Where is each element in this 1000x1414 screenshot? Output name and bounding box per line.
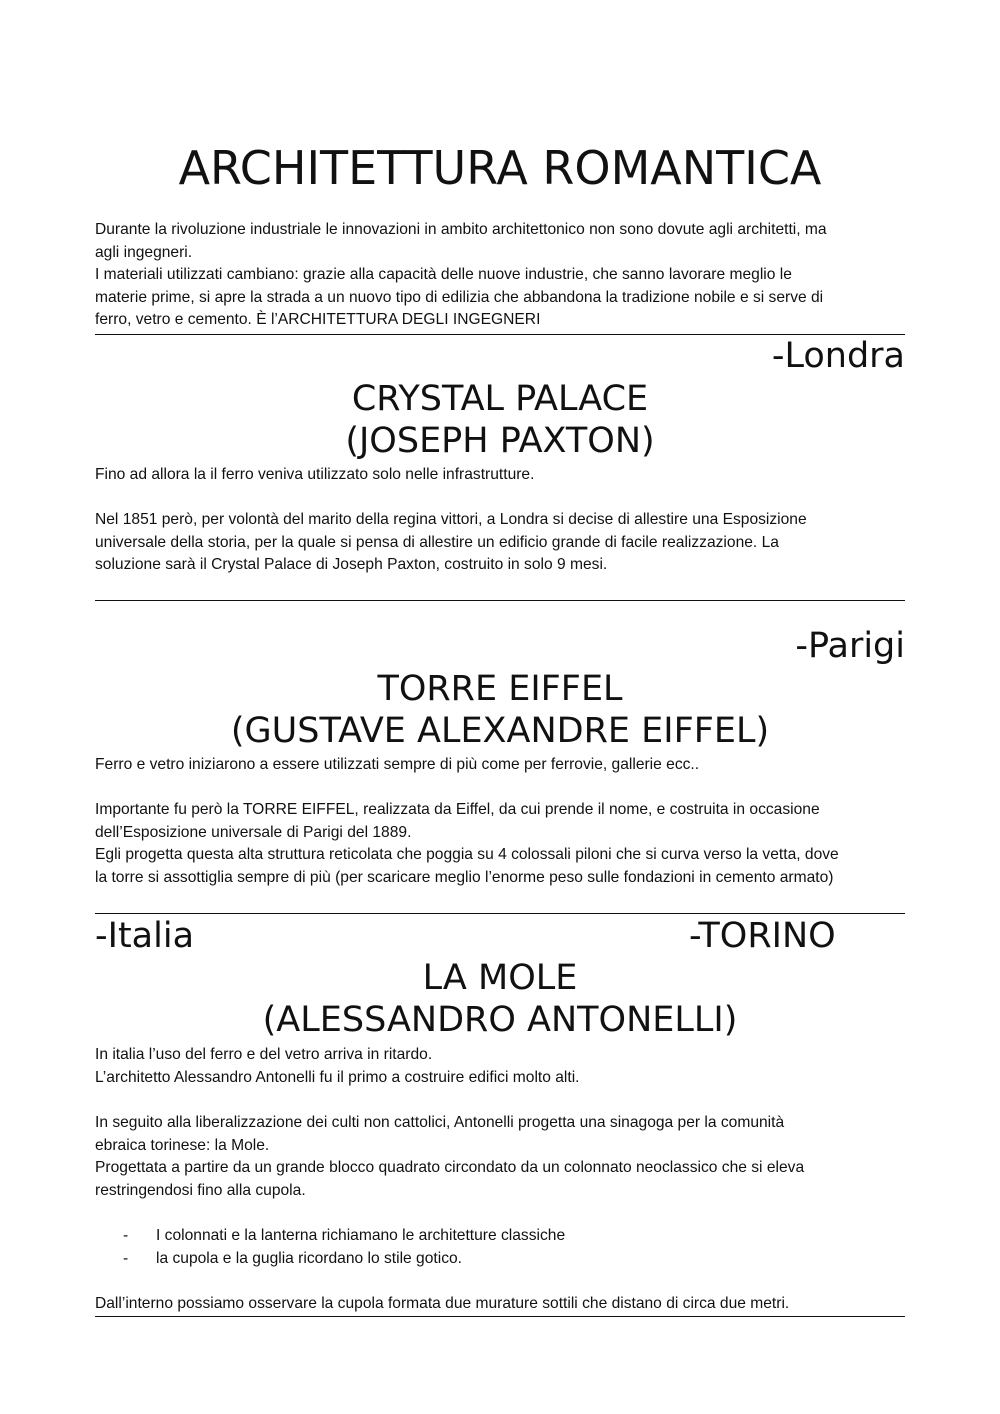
heading-line: CRYSTAL PALACE — [351, 379, 649, 419]
closing-paragraph — [95, 1293, 905, 1316]
text-line: soluzione sarà il Crystal Palace di Joseph Paxton, costruito in solo 9 mesi. — [95, 556, 608, 573]
page-title: ARCHITETTURA ROMANTICA — [178, 141, 822, 195]
section-divider — [95, 913, 905, 914]
section-paragraph — [95, 464, 905, 487]
section-divider — [95, 600, 905, 601]
list-item — [123, 1225, 565, 1248]
document-page — [95, 0, 905, 1414]
list-item-text: I colonnati e la lanterna richiamano le architetture classiche — [156, 1227, 566, 1244]
section-paragraph — [95, 1112, 905, 1202]
text-line: Fino ad allora la il ferro veniva utilizzato solo nelle infrastrutture. — [95, 466, 535, 483]
section-location: -Londra — [771, 336, 905, 376]
dash-marker: - — [123, 1227, 129, 1244]
section-location: -Parigi — [795, 626, 905, 666]
section-location-city: -TORINO — [689, 916, 836, 956]
text-line: Dall’interno possiamo osservare la cupola formata due murature sottili che distano di circa due metri. — [95, 1295, 790, 1312]
dash-marker: - — [123, 1249, 129, 1267]
bullet-list — [123, 1225, 565, 1270]
text-line: In italia l’uso del ferro e del vetro arriva in ritardo. — [95, 1046, 433, 1063]
heading-line: (GUSTAVE ALEXANDRE EIFFEL) — [230, 711, 770, 751]
section-paragraph — [95, 509, 905, 577]
text-line: la torre si assottiglia sempre di più (per scaricare meglio l’enorme peso sulle fondazioni in cemento armato) — [95, 868, 834, 886]
intro-paragraph — [95, 219, 905, 332]
text-line: Egli progetta questa alta struttura reticolata che poggia su 4 colossali piloni che si curva verso la vetta, dove — [95, 846, 839, 863]
text-line: restringendosi fino alla cupola. — [95, 1181, 306, 1199]
section-heading — [95, 668, 905, 752]
text-line: Progettata a partire da un grande blocco quadrato circondato da un colonnato neoclassico che si eleva — [95, 1159, 805, 1176]
heading-line: (JOSEPH PAXTON) — [345, 421, 655, 461]
text-line: universale della storia, per la quale si pensa di allestire un edificio grande di facile realizzazione. La — [95, 533, 779, 551]
text-line: dell’Esposizione universale di Parigi del 1889. — [95, 823, 412, 841]
text-line: Importante fu però la TORRE EIFFEL, realizzata da Eiffel, da cui prende il nome, e costruita in occasione — [95, 801, 820, 818]
text-line: L’architetto Alessandro Antonelli fu il primo a costruire edifici molto alti. — [95, 1068, 580, 1086]
text-line: Ferro e vetro iniziarono a essere utilizzati sempre di più come per ferrovie, gallerie ecc.. — [95, 756, 700, 773]
text-line: ferro, vetro e cemento. È l’ARCHITETTURA DEGLI INGEGNERI — [95, 311, 541, 328]
section-paragraph — [95, 1044, 905, 1089]
heading-line: (ALESSANDRO ANTONELLI) — [262, 1000, 738, 1040]
text-line: Nel 1851 però, per volontà del marito della regina vittori, a Londra si decise di allestire una Esposizione — [95, 511, 807, 528]
text-line: I materiali utilizzati cambiano: grazie alla capacità delle nuove industrie, che sanno lavorare meglio le — [95, 266, 792, 283]
section-location-country: -Italia — [95, 916, 195, 956]
section-divider — [95, 1316, 905, 1317]
section-paragraph — [95, 799, 905, 889]
text-line: In seguito alla liberalizzazione dei culti non cattolici, Antonelli progetta una sinagoga per la comunità — [95, 1114, 785, 1131]
text-line: Durante la rivoluzione industriale le innovazioni in ambito architettonico non sono dovute agli architetti, ma — [95, 221, 827, 238]
text-line: ebraica torinese: la Mole. — [95, 1136, 270, 1154]
section-heading — [95, 378, 905, 462]
heading-line: TORRE EIFFEL — [377, 669, 623, 709]
text-line: materie prime, si apre la strada a un nuovo tipo di edilizia che abbandona la tradizione nobile e si serve di — [95, 288, 824, 306]
heading-line: LA MOLE — [422, 958, 578, 998]
text-line: agli ingegneri. — [95, 243, 193, 261]
list-item — [123, 1248, 565, 1271]
section-divider — [95, 334, 905, 335]
section-heading — [95, 957, 905, 1041]
section-paragraph — [95, 754, 905, 777]
list-item-text: la cupola e la guglia ricordano lo stile gotico. — [156, 1249, 462, 1267]
